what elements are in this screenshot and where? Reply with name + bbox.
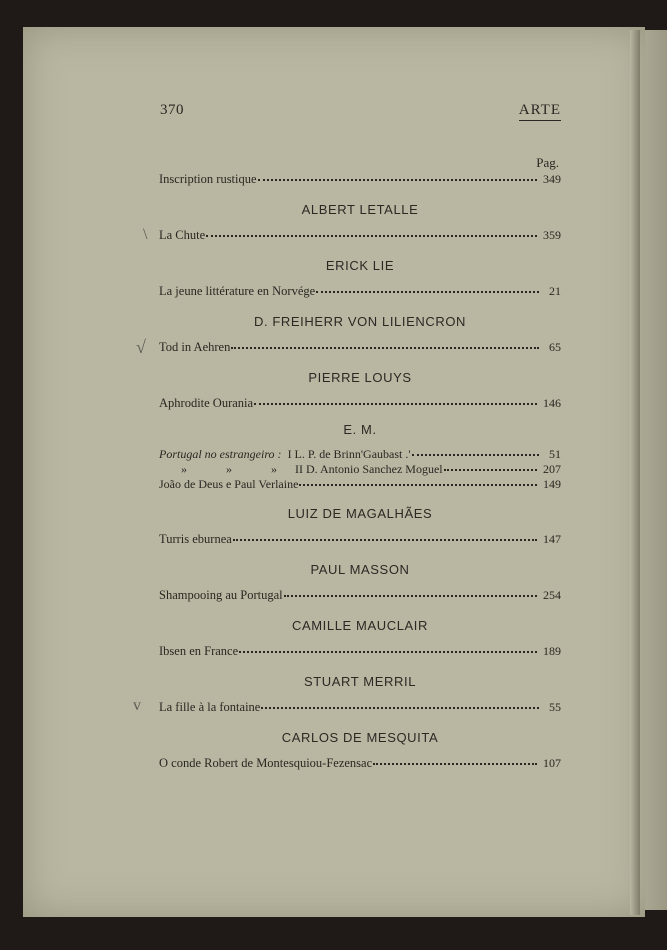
entry-page: 65 [549,340,561,354]
entry-title: O conde Robert de Montesquiou-Fezensac [159,756,373,770]
entry-page: 189 [543,644,561,658]
leader-dots [284,585,537,597]
entry-title: João de Deus e Paul Verlaine [159,477,299,491]
entry-title: Shampooing au Portugal [159,588,283,602]
author-heading: E. M. [343,422,377,437]
entry-title: Ibsen en France [159,644,239,658]
running-head: ARTE [519,102,561,121]
author-heading: D. FREIHERR VON LILIENCRON [253,314,467,329]
toc-entry [159,755,561,772]
leader-dots [233,529,537,541]
toc-entry [159,395,561,412]
entry-page: 147 [543,532,561,546]
leader-dots [239,641,537,653]
leader-dots [261,697,539,709]
table-of-contents [159,155,561,772]
toc-entry [159,699,561,716]
entry-page: 51 [549,447,561,461]
entry-page: 359 [543,228,561,242]
entry-title: La Chute [159,228,206,242]
leader-dots [231,337,539,349]
pag-column-label: Pag. [536,155,559,170]
pencil-tick-mark: \ [143,226,148,243]
leader-dots [258,169,537,181]
leader-dots [299,475,537,486]
leader-dots [444,460,537,471]
toc-entry [159,283,561,300]
entry-title: Inscription rustique [159,172,257,186]
leader-dots [316,281,539,293]
entry-page: 55 [549,700,561,714]
entry-page: 107 [543,756,561,770]
author-heading: CARLOS DE MESQUITA [281,730,439,745]
entry-title: La fille à la fontaine [159,700,261,714]
author-heading: ALBERT LETALLE [301,202,419,217]
entry-title: La jeune littérature en Norvége [159,284,316,298]
entry-page: 21 [549,284,561,298]
toc-entry [159,477,561,492]
entry-title: Tod in Aehren [159,340,231,354]
entry-page: 146 [543,396,561,410]
entry-title: Turris eburnea [159,532,232,546]
entry-page: 349 [543,172,561,186]
author-heading: ERICK LIE [325,258,395,273]
entry-title: I L. P. de Brinn'Gaubast .' [287,447,411,461]
entry-title: II D. Antonio Sanchez Moguel [295,462,443,476]
toc-entry [159,227,561,244]
pencil-check-mark: √ [136,337,146,357]
ditto-marks: » » » [181,462,295,476]
author-heading: PAUL MASSON [310,562,410,577]
author-heading: CAMILLE MAUCLAIR [291,618,429,633]
entry-page: 207 [543,462,561,476]
leader-dots [412,445,539,456]
book-gutter [630,30,640,915]
leader-dots [254,393,537,405]
author-heading: STUART MERRIL [303,674,417,689]
author-heading: LUIZ DE MAGALHÃES [287,506,433,521]
author-heading: PIERRE LOUYS [308,370,412,385]
toc-entry [159,531,561,548]
toc-entry [159,643,561,660]
page-number: 370 [160,102,184,118]
leader-dots [206,225,537,237]
toc-entry [159,171,561,188]
toc-entry [159,339,561,356]
series-prefix: Portugal no estrangeiro : [159,447,282,461]
toc-entry [159,587,561,604]
entry-title: Aphrodite Ourania [159,396,254,410]
pencil-check-mark: v [133,697,141,714]
entry-page: 149 [543,477,561,491]
entry-page: 254 [543,588,561,602]
leader-dots [373,753,537,765]
